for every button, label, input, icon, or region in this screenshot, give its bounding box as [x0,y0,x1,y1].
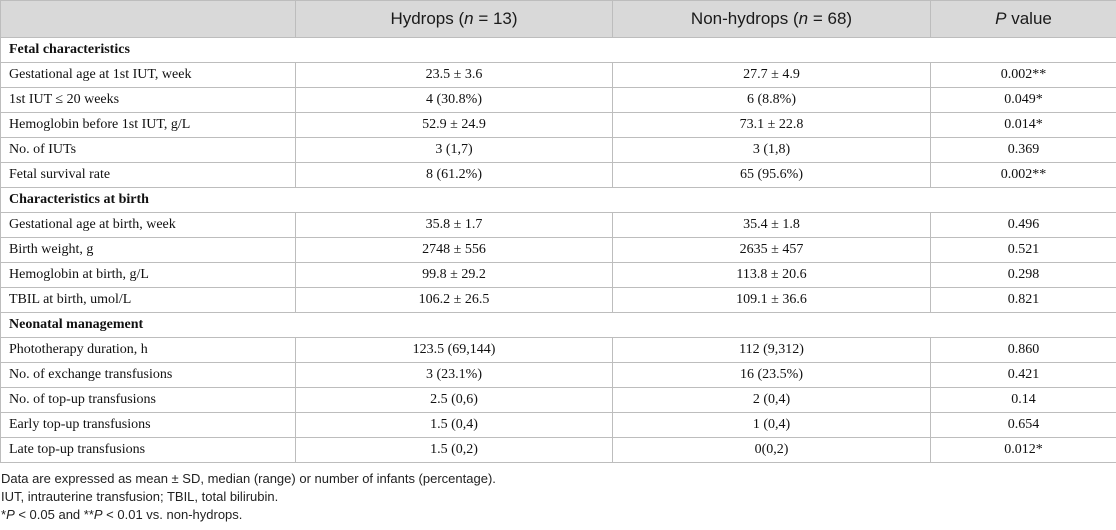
footnote-end: < 0.01 vs. non-hydrops. [102,507,243,522]
hydrops-value: 23.5 ± 3.6 [296,63,613,88]
footnote-star: * [1,507,7,522]
row-label: TBIL at birth, umol/L [1,288,296,313]
hydrops-value: 52.9 ± 24.9 [296,113,613,138]
footnote-p1: P [6,507,15,522]
table-footnotes [0,470,1116,524]
table-row [1,213,1116,238]
hydrops-value: 3 (1,7) [296,138,613,163]
p-value: 0.049* [931,88,1116,113]
section-header-row [1,38,1116,63]
p-value: 0.012* [931,438,1116,463]
p-value: 0.014* [931,113,1116,138]
row-label: Gestational age at 1st IUT, week [1,63,296,88]
nonhydrops-value: 109.1 ± 36.6 [613,288,931,313]
p-value: 0.298 [931,263,1116,288]
p-value: 0.369 [931,138,1116,163]
p-value: 0.860 [931,338,1116,363]
header-hydrops [296,1,613,38]
row-label: Hemoglobin before 1st IUT, g/L [1,113,296,138]
p-value: 0.14 [931,388,1116,413]
p-value: 0.654 [931,413,1116,438]
p-value: 0.421 [931,363,1116,388]
nonhydrops-value: 0(0,2) [613,438,931,463]
hydrops-value: 1.5 (0,2) [296,438,613,463]
nonhydrops-value: 1 (0,4) [613,413,931,438]
table-row [1,238,1116,263]
table-header-row [1,1,1116,38]
nonhydrops-value: 35.4 ± 1.8 [613,213,931,238]
nonhydrops-value: 73.1 ± 22.8 [613,113,931,138]
hydrops-value: 1.5 (0,4) [296,413,613,438]
hydrops-value: 2.5 (0,6) [296,388,613,413]
header-empty-cell [1,1,296,38]
table-row [1,413,1116,438]
row-label: Phototherapy duration, h [1,338,296,363]
footnote-line-3 [0,506,1116,524]
row-label: No. of IUTs [1,138,296,163]
row-label: Fetal survival rate [1,163,296,188]
header-p-suffix: value [1006,9,1052,28]
nonhydrops-value: 27.7 ± 4.9 [613,63,931,88]
table-row [1,338,1116,363]
nonhydrops-value: 2 (0,4) [613,388,931,413]
row-label: No. of exchange transfusions [1,363,296,388]
table-row [1,363,1116,388]
hydrops-value: 8 (61.2%) [296,163,613,188]
hydrops-value: 123.5 (69,144) [296,338,613,363]
header-pvalue [931,1,1116,38]
footnote-p2: P [93,507,103,522]
row-label: Gestational age at birth, week [1,213,296,238]
section-title: Fetal characteristics [1,38,1116,63]
table-row [1,388,1116,413]
footnote-line-2: IUT, intrauterine transfusion; TBIL, total bilirubin. [1,489,279,504]
p-value: 0.821 [931,288,1116,313]
header-nonhydrops-n: n [798,9,809,28]
row-label: No. of top-up transfusions [1,388,296,413]
table-body [1,38,1116,463]
nonhydrops-value: 16 (23.5%) [613,363,931,388]
p-value: 0.002** [931,163,1116,188]
nonhydrops-value: 2635 ± 457 [613,238,931,263]
p-value: 0.521 [931,238,1116,263]
section-header-row [1,188,1116,213]
nonhydrops-value: 112 (9,312) [613,338,931,363]
row-label: Early top-up transfusions [1,413,296,438]
header-nonhydrops-prefix: Non-hydrops ( [690,9,799,28]
hydrops-value: 4 (30.8%) [296,88,613,113]
header-nonhydrops [613,1,931,38]
header-nonhydrops-suffix: = 68) [808,9,853,28]
p-value: 0.496 [931,213,1116,238]
header-hydrops-n: n [464,9,474,28]
nonhydrops-value: 3 (1,8) [613,138,931,163]
hydrops-value: 3 (23.1%) [296,363,613,388]
table-row [1,63,1116,88]
header-hydrops-suffix: = 13) [473,9,518,28]
table-row [1,263,1116,288]
hydrops-value: 2748 ± 556 [296,238,613,263]
table-row [1,288,1116,313]
header-p-italic: P [995,9,1007,28]
header-hydrops-prefix: Hydrops ( [390,9,465,28]
table-row [1,138,1116,163]
table-row [1,113,1116,138]
section-title: Characteristics at birth [1,188,1116,213]
table-row [1,163,1116,188]
section-header-row [1,313,1116,338]
hydrops-value: 99.8 ± 29.2 [296,263,613,288]
row-label: Late top-up transfusions [1,438,296,463]
footnote-mid: < 0.05 and ** [14,507,94,522]
table-row [1,438,1116,463]
footnote-line-1: Data are expressed as mean ± SD, median (range) or number of infants (percentage). [1,471,496,486]
nonhydrops-value: 65 (95.6%) [613,163,931,188]
hydrops-value: 35.8 ± 1.7 [296,213,613,238]
table-row [1,88,1116,113]
row-label: Hemoglobin at birth, g/L [1,263,296,288]
row-label: Birth weight, g [1,238,296,263]
section-title: Neonatal management [1,313,1116,338]
row-label: 1st IUT ≤ 20 weeks [1,88,296,113]
p-value: 0.002** [931,63,1116,88]
nonhydrops-value: 6 (8.8%) [613,88,931,113]
hydrops-value: 106.2 ± 26.5 [296,288,613,313]
nonhydrops-value: 113.8 ± 20.6 [613,263,931,288]
